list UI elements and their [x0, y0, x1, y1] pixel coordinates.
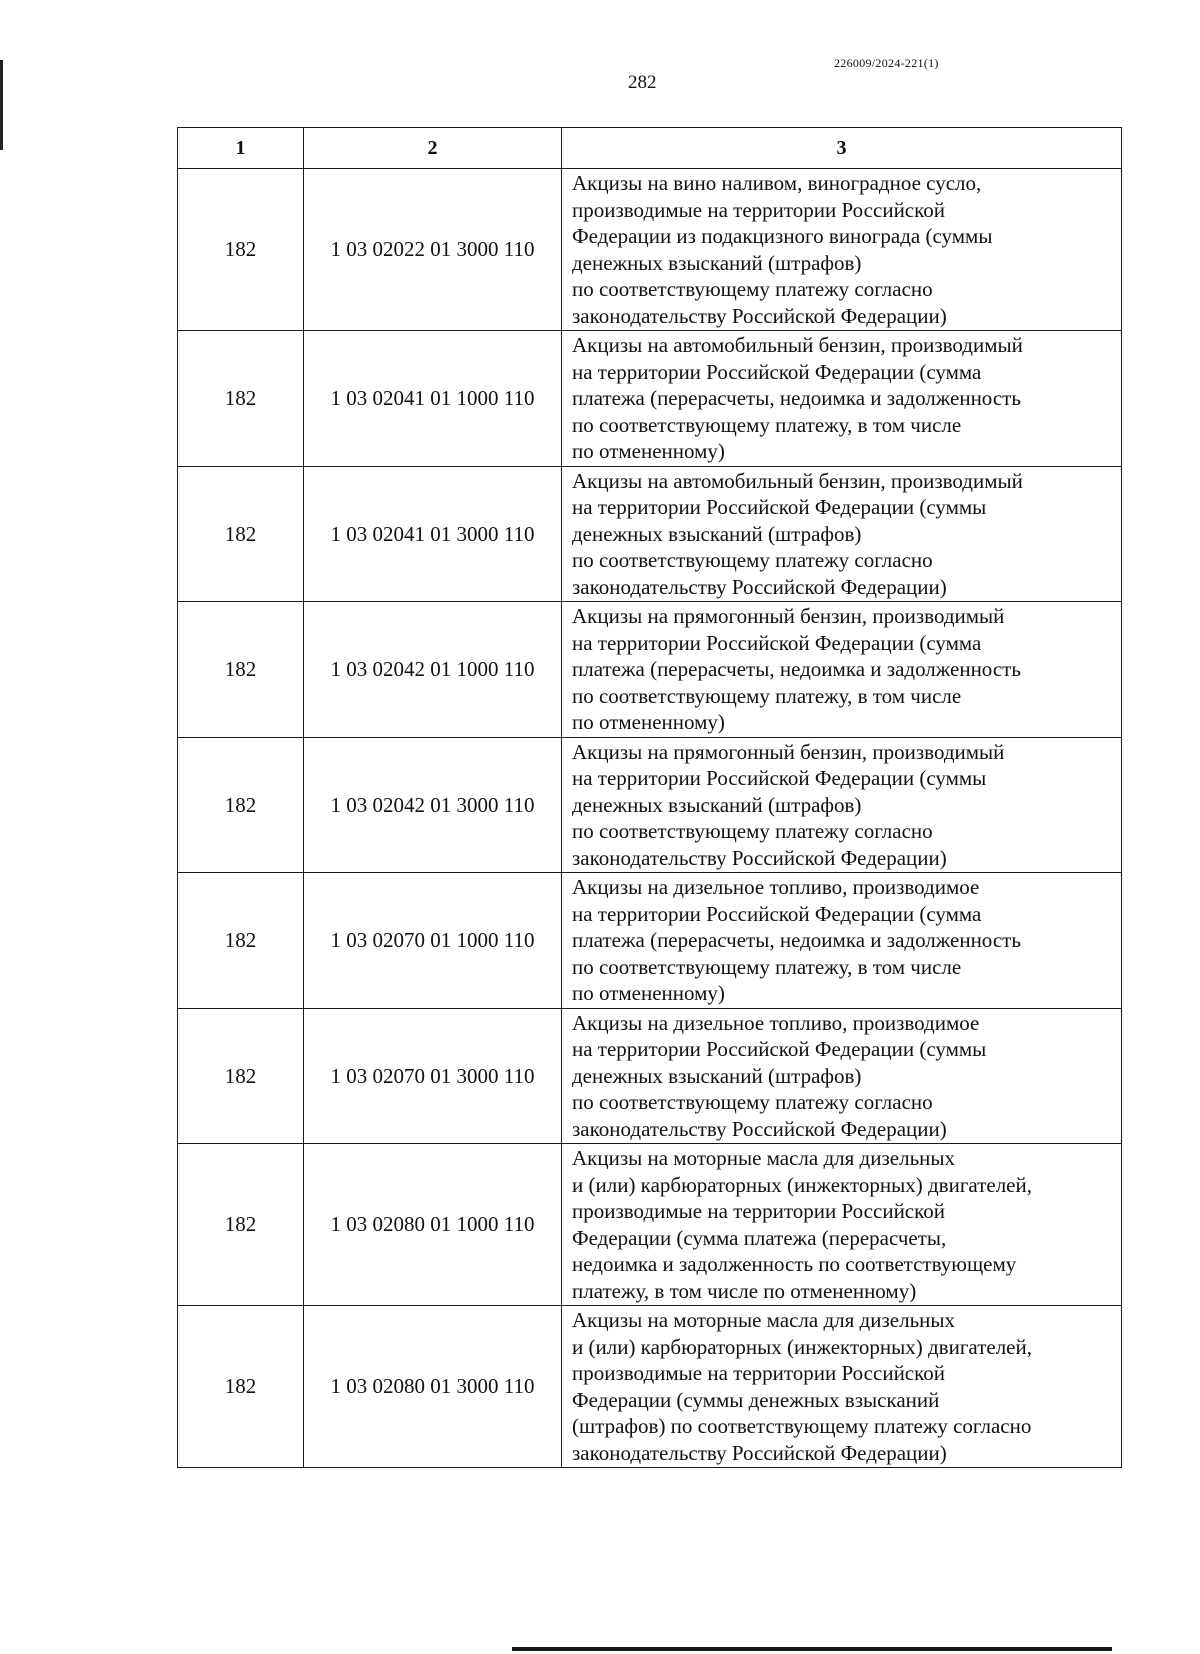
description-line: на территории Российской Федерации (суммы [572, 766, 987, 790]
description-line: на территории Российской Федерации (суммы [572, 495, 987, 519]
description-line: по соответствующему платежу согласно [572, 819, 933, 843]
admin-code-cell: 182 [178, 1306, 304, 1468]
description-line: и (или) карбюраторных (инжекторных) двигателей, [572, 1172, 1032, 1197]
admin-code-cell: 182 [178, 602, 304, 738]
description-line: на территории Российской Федерации (сумма [572, 630, 982, 655]
description-cell [562, 466, 1122, 602]
table-row [178, 873, 1122, 1009]
description-line: и (или) карбюраторных (инжекторных) двигателей, [572, 1334, 1032, 1359]
description-cell [562, 1306, 1122, 1468]
document-number: 226009/2024-221(1) [834, 56, 939, 70]
description-line: платежа (перерасчеты, недоимка и задолженность [572, 928, 1021, 952]
description-line: денежных взысканий (штрафов) [572, 1063, 862, 1088]
admin-code-cell: 182 [178, 1144, 304, 1306]
description-line: Акцизы на прямогонный бензин, производимый [572, 604, 1005, 628]
admin-code-cell: 182 [178, 331, 304, 467]
description-line: Федерации (сумма платежа (перерасчеты, [572, 1225, 947, 1250]
description-line: по соответствующему платежу, в том числе [572, 412, 962, 437]
description-line: Акцизы на вино наливом, виноградное сусло, [572, 171, 982, 195]
description-line: платежу, в том числе по отмененному) [572, 1278, 917, 1303]
description-line: по соответствующему платежу, в том числе [572, 954, 962, 979]
description-cell [562, 1008, 1122, 1144]
description-line: Акцизы на моторные масла для дизельных [572, 1308, 955, 1332]
description-line: по соответствующему платежу, в том числе [572, 683, 962, 708]
description-line: законодательству Российской Федерации) [572, 1440, 947, 1465]
kbk-code-cell: 1 03 02022 01 3000 110 [304, 169, 562, 331]
description-cell [562, 331, 1122, 467]
description-cell [562, 602, 1122, 738]
description-line: производимые на территории Российской [572, 1361, 945, 1385]
description-line: производимые на территории Российской [572, 197, 945, 222]
description-line: денежных взысканий (штрафов) [572, 250, 862, 275]
description-line: по отмененному) [572, 981, 725, 1005]
admin-code-cell: 182 [178, 169, 304, 331]
kbk-code-cell: 1 03 02041 01 3000 110 [304, 466, 562, 602]
description-line: Федерации (суммы денежных взысканий [572, 1387, 940, 1412]
table-row [178, 602, 1122, 738]
description-cell [562, 873, 1122, 1009]
kbk-code-cell: 1 03 02042 01 3000 110 [304, 737, 562, 873]
table-row [178, 331, 1122, 467]
description-cell [562, 737, 1122, 873]
description-line: Акцизы на автомобильный бензин, производимый [572, 468, 1023, 493]
description-line: денежных взысканий (штрафов) [572, 792, 862, 817]
description-line: производимые на территории Российской [572, 1199, 945, 1223]
table-row [178, 1144, 1122, 1306]
table-row [178, 169, 1122, 331]
scan-bottom-edge [512, 1647, 1112, 1651]
table-header-row [178, 128, 1122, 169]
description-line: платежа (перерасчеты, недоимка и задолженность [572, 657, 1021, 681]
table-body [178, 169, 1122, 1468]
kbk-code-cell: 1 03 02041 01 1000 110 [304, 331, 562, 467]
description-line: законодательству Российской Федерации) [572, 574, 947, 599]
description-line: недоимка и задолженность по соответствующему [572, 1252, 1017, 1276]
admin-code-cell: 182 [178, 873, 304, 1009]
page-number: 282 [628, 72, 657, 93]
column-header-3: 3 [562, 128, 1122, 169]
kbk-code-cell: 1 03 02080 01 1000 110 [304, 1144, 562, 1306]
description-line: денежных взысканий (штрафов) [572, 521, 862, 546]
description-line: Акцизы на моторные масла для дизельных [572, 1146, 955, 1170]
description-line: законодательству Российской Федерации) [572, 1116, 947, 1141]
description-line: (штрафов) по соответствующему платежу согласно [572, 1414, 1032, 1438]
admin-code-cell: 182 [178, 1008, 304, 1144]
description-line: по соответствующему платежу согласно [572, 277, 933, 301]
kbk-code-cell: 1 03 02080 01 3000 110 [304, 1306, 562, 1468]
kbk-code-cell: 1 03 02070 01 3000 110 [304, 1008, 562, 1144]
description-line: Федерации из подакцизного винограда (суммы [572, 224, 993, 248]
description-line: Акцизы на прямогонный бензин, производимый [572, 739, 1005, 764]
column-header-2: 2 [304, 128, 562, 169]
table-row [178, 1306, 1122, 1468]
kbk-code-cell: 1 03 02070 01 1000 110 [304, 873, 562, 1009]
table-row [178, 1008, 1122, 1144]
admin-code-cell: 182 [178, 737, 304, 873]
table-row [178, 466, 1122, 602]
description-line: по соответствующему платежу согласно [572, 1090, 933, 1114]
description-cell [562, 1144, 1122, 1306]
description-line: по отмененному) [572, 439, 725, 463]
description-line: законодательству Российской Федерации) [572, 303, 947, 328]
description-line: законодательству Российской Федерации) [572, 845, 947, 870]
description-cell [562, 169, 1122, 331]
description-line: платежа (перерасчеты, недоимка и задолженность [572, 386, 1021, 410]
admin-code-cell: 182 [178, 466, 304, 602]
scan-edge-mark [0, 60, 3, 150]
kbk-code-cell: 1 03 02042 01 1000 110 [304, 602, 562, 738]
description-line: Акцизы на дизельное топливо, производимое [572, 1010, 980, 1035]
description-line: Акцизы на автомобильный бензин, производимый [572, 333, 1023, 357]
description-line: по соответствующему платежу согласно [572, 548, 933, 572]
column-header-1: 1 [178, 128, 304, 169]
description-line: на территории Российской Федерации (суммы [572, 1037, 987, 1061]
description-line: Акцизы на дизельное топливо, производимое [572, 875, 980, 899]
description-line: на территории Российской Федерации (сумма [572, 901, 982, 926]
description-line: на территории Российской Федерации (сумма [572, 359, 982, 384]
table-row [178, 737, 1122, 873]
budget-classification-table [177, 127, 1122, 1468]
description-line: по отмененному) [572, 710, 725, 734]
